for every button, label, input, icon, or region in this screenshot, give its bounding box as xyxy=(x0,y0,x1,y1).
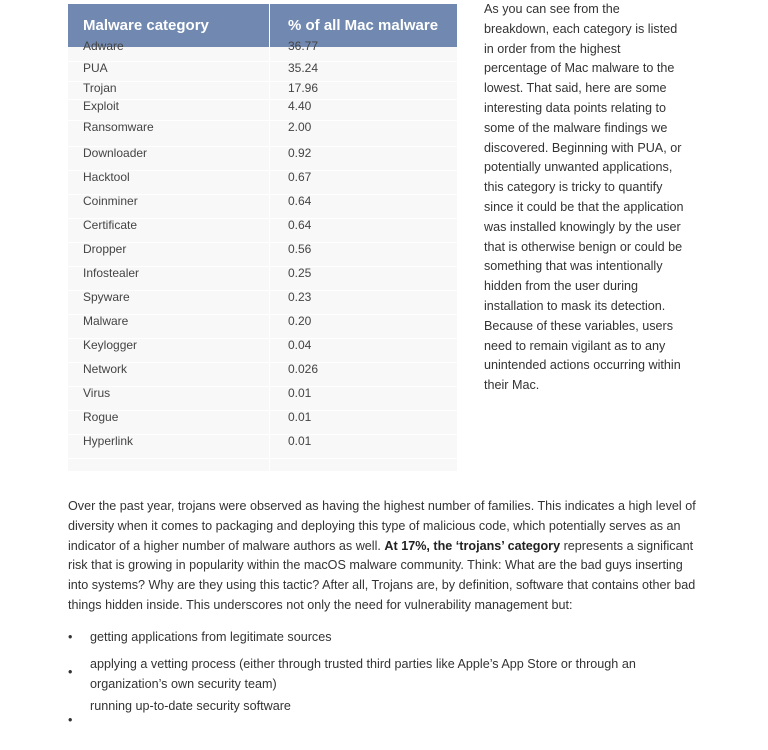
paragraph-text: represents a significant risk that is growing in popularity within the macOS malware community. Think: What are the bad guys inserting into systems? Why are they using this tactic? After all, Trojans are, by definition, software that contains other bad things hidden inside. This underscores not only the need for vulnerability management but: xyxy=(68,538,696,612)
table-row xyxy=(68,146,457,171)
table-row xyxy=(68,170,457,195)
percent-cell: 17.96 xyxy=(288,81,319,95)
percent-cell: 0.04 xyxy=(288,338,312,352)
table-row xyxy=(68,39,457,62)
list-item-text: getting applications from legitimate sources xyxy=(90,630,332,644)
table-row xyxy=(68,314,457,339)
paragraph-text: Over the past year, trojans were observed as having the highest number of families. This indicates a high level of diversity when it comes to packaging and deploying this type of malicious code, which potentially serves as an indicator of a higher number of malware authors as well. xyxy=(68,499,696,553)
category-cell: Rogue xyxy=(83,410,119,424)
category-cell: Infostealer xyxy=(83,266,140,280)
percent-cell: 0.67 xyxy=(288,170,312,184)
percent-cell: 0.026 xyxy=(288,362,319,376)
table-row xyxy=(68,99,457,121)
percent-cell: 0.20 xyxy=(288,314,312,328)
percent-cell: 0.92 xyxy=(288,146,312,160)
bullet-icon: • xyxy=(68,713,73,727)
table-row xyxy=(68,194,457,219)
category-cell: Hyperlink xyxy=(83,434,134,448)
table-row xyxy=(68,120,457,147)
table-row xyxy=(68,81,457,100)
table-row xyxy=(68,290,457,315)
paragraph-bold: At 17%, the ‘trojans’ category xyxy=(384,538,561,553)
table-row xyxy=(68,266,457,291)
list-item-text: running up-to-date security software xyxy=(90,699,291,713)
category-cell: PUA xyxy=(83,61,108,75)
category-cell: Spyware xyxy=(83,290,130,304)
table-row xyxy=(68,242,457,267)
percent-cell: 0.23 xyxy=(288,290,312,304)
table-row xyxy=(68,362,457,387)
percent-cell: 0.56 xyxy=(288,242,312,256)
category-cell: Hacktool xyxy=(83,170,130,184)
table-row xyxy=(68,61,457,82)
percent-cell: 0.01 xyxy=(288,434,312,448)
percent-cell: 4.40 xyxy=(288,99,312,113)
body-paragraph xyxy=(68,497,698,616)
percent-cell: 0.64 xyxy=(288,194,312,208)
category-cell: Virus xyxy=(83,386,111,400)
category-cell: Ransomware xyxy=(83,120,154,134)
bullet-icon: • xyxy=(68,665,73,679)
percent-cell: 0.64 xyxy=(288,218,312,232)
side-text: As you can see from the breakdown, each category is listed in order from the highest percentage of Mac malware to the lowest. That said, here are some interesting data points relating to some of the malware findings we discovered. Beginning with PUA, or potentially unwanted applications, this category is tricky to quantify since it could be that the application was installed knowingly by the user that is otherwise benign or could be something that was intentionally hidden from the user during installation to mask its detection. Because of these variables, users need to remain vigilant as to any unintended actions occurring within their Mac. xyxy=(484,2,684,393)
percent-cell: 0.01 xyxy=(288,386,312,400)
category-cell: Dropper xyxy=(83,242,127,256)
category-cell: Malware xyxy=(83,314,129,328)
table-row xyxy=(68,218,457,243)
percent-cell: 35.24 xyxy=(288,61,319,75)
list-item-text: applying a vetting process (either through trusted third parties like Apple’s App Store or through an organization’s own security team) xyxy=(90,657,636,691)
percent-cell: 0.25 xyxy=(288,266,312,280)
category-cell: Keylogger xyxy=(83,338,138,352)
category-cell: Downloader xyxy=(83,146,148,160)
category-cell: Trojan xyxy=(83,81,117,95)
table-row xyxy=(68,434,457,459)
percent-cell: 2.00 xyxy=(288,120,312,134)
category-cell: Coinminer xyxy=(83,194,138,208)
table-row xyxy=(68,410,457,435)
category-cell: Certificate xyxy=(83,218,138,232)
category-cell: Exploit xyxy=(83,99,120,113)
malware-category-table xyxy=(68,4,457,471)
header-percent: % of all Mac malware xyxy=(288,17,439,34)
header-category: Malware category xyxy=(83,17,209,34)
bullet-icon: • xyxy=(68,630,73,644)
percent-cell: 0.01 xyxy=(288,410,312,424)
percent-cell: 36.77 xyxy=(288,39,319,53)
category-cell: Network xyxy=(83,362,128,376)
table-row xyxy=(68,386,457,411)
category-cell: Adware xyxy=(83,39,124,53)
table-row xyxy=(68,338,457,363)
